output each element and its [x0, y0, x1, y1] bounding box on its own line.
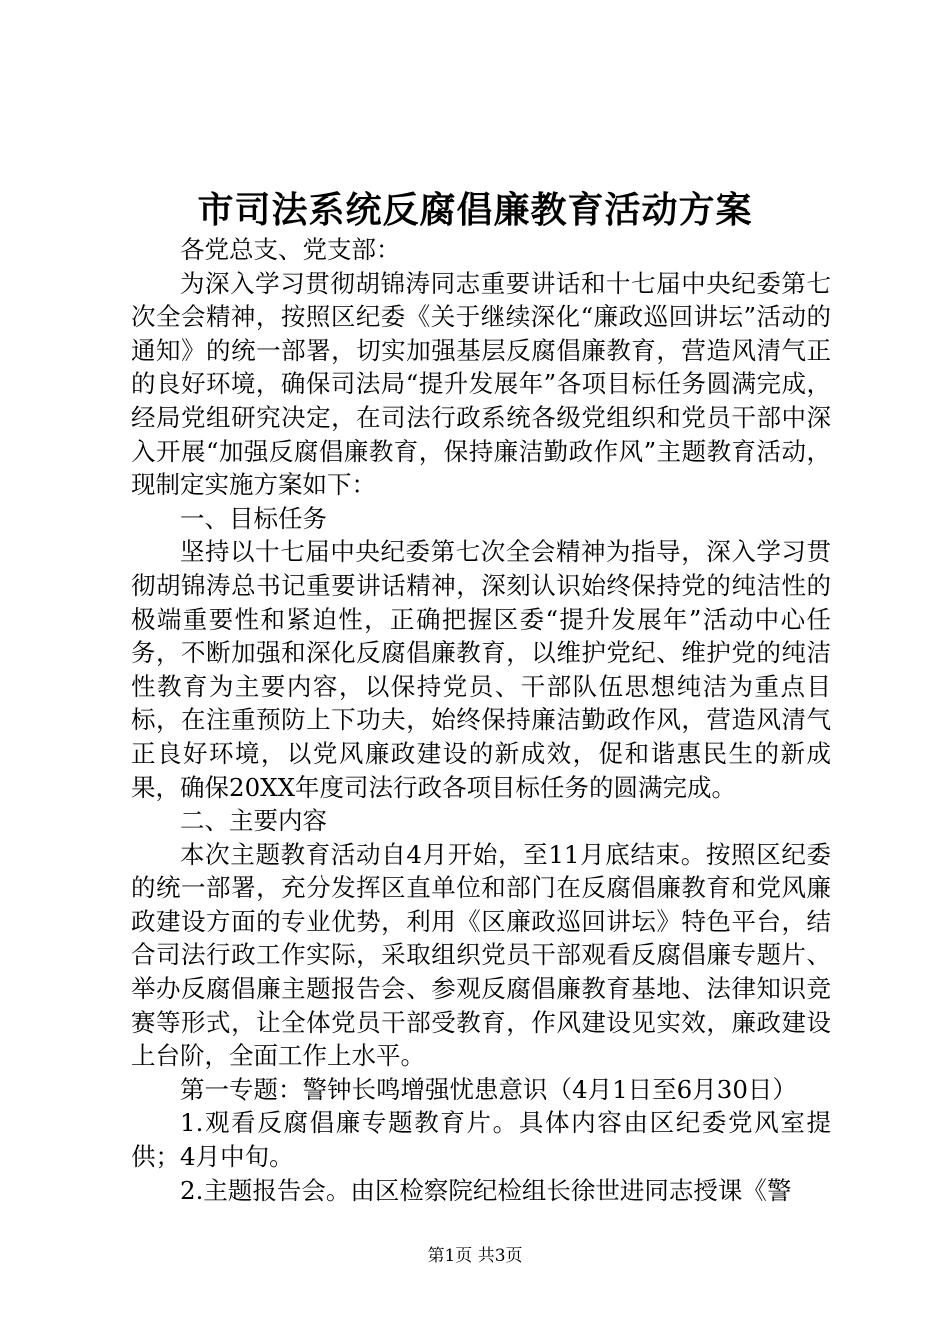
paragraph-intro: 为深入学习贯彻胡锦涛同志重要讲话和十七届中央纪委第七次全会精神，按照区纪委《关于继续深化“廉政巡回讲坛”活动的通知》的统一部署，切实加强基层反腐倡廉教育，营造风清气正的良好环境，确保司法局“提升发展年”各项目标任务圆满完成，经局党组研究决定，在司法行政系统各级党组织和党员干部中深入开展“加强反腐倡廉教育，保持廉洁勤政作风”主题教育活动，现制定实施方案如下：: [131, 268, 831, 500]
list-item-2: 2.主题报告会。由区检察院纪检组长徐世进同志授课《警: [180, 1175, 792, 1205]
salutation: 各党总支、党支部：: [180, 235, 401, 264]
document-body: [131, 233, 831, 1207]
paragraph-content: 本次主题教育活动自4月开始，至11月底结束。按照区纪委的统一部署，充分发挥区直单位和部门在反腐倡廉教育和党风廉政建设方面的专业优势，利用《区廉政巡回讲坛》特色平台，结合司法行政工作实际，采取组织党员干部观看反腐倡廉专题片、举办反腐倡廉主题报告会、参观反腐倡廉教育基地、法律知识竞赛等形式，让全体党员干部受教育，作风建设见实效，廉政建设上台阶，全面工作上水平。: [131, 839, 831, 1071]
paragraph-goals: 坚持以十七届中央纪委第七次全会精神为指导，深入学习贯彻胡锦涛总书记重要讲话精神，深刻认识始终保持党的纯洁性的极端重要性和紧迫性，正确把握区委“提升发展年”活动中心任务，不断加强和深化反腐倡廉教育，以维护党纪、维护党的纯洁性教育为主要内容，以保持党员、干部队伍思想纯洁为重点目标，在注重预防上下功夫，始终保持廉洁勤政作风，营造风清气正良好环境，以党风廉政建设的新成效，促和谐惠民生的新成果，确保20XX年度司法行政各项目标任务的圆满完成。: [131, 537, 831, 802]
section-heading-2: 二、主要内容: [180, 806, 327, 836]
page-footer: 第1页 共3页: [427, 1246, 523, 1266]
topic-heading-1: 第一专题：警钟长鸣增强忧患意识（4月1日至6月30日）: [180, 1074, 797, 1104]
list-item-1: 1.观看反腐倡廉专题教育片。具体内容由区纪委党风室提供；4月中旬。: [131, 1108, 831, 1172]
document-title: 市司法系统反腐倡廉教育活动方案: [197, 189, 753, 231]
section-heading-1: 一、目标任务: [180, 503, 327, 533]
